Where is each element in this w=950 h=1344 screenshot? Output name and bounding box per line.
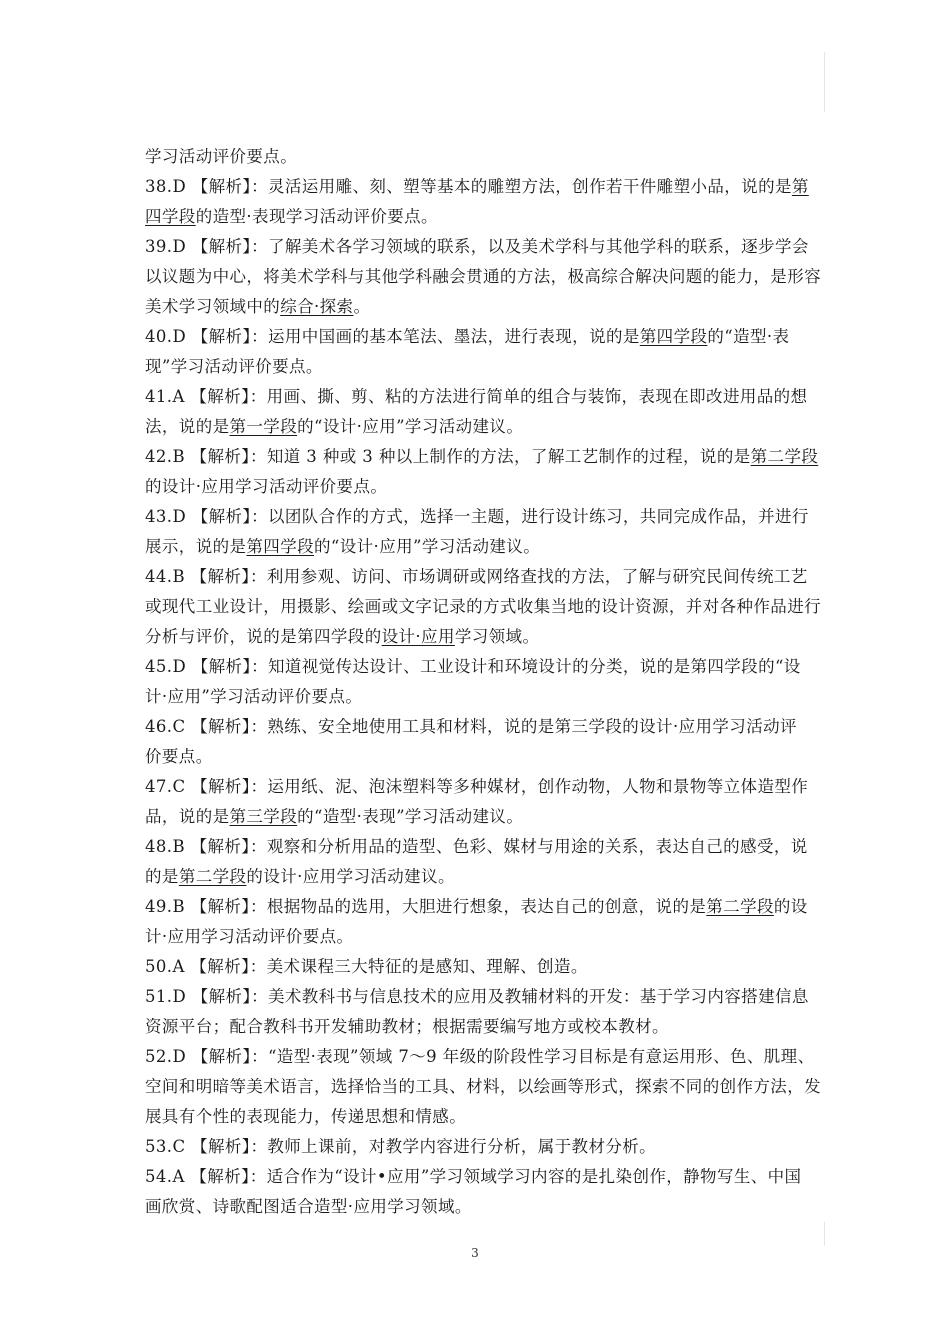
text-segment: 展示，说的是 xyxy=(145,537,247,556)
text-segment: 计·应用”学习活动评价要点。 xyxy=(145,687,363,706)
text-segment: 展具有个性的表现能力，传递思想和情感。 xyxy=(145,1107,467,1126)
text-line xyxy=(145,1192,815,1222)
text-line xyxy=(145,382,815,412)
underlined-term: 四学段 xyxy=(145,207,196,226)
underlined-term: 第四学段 xyxy=(639,327,708,346)
text-line xyxy=(145,262,821,292)
text-segment: 的设计·应用学习活动评价要点。 xyxy=(145,477,388,496)
text-segment: 47.C 【解析】：运用纸、泥、泡沫塑料等多种媒材，创作动物，人物和景物等立体造型作 xyxy=(145,777,809,796)
text-segment: 52.D 【解析】：“造型·表现”领域 7～9 年级的阶段性学习目标是有意运用形、色、肌理、 xyxy=(145,1047,815,1066)
text-line xyxy=(145,442,819,472)
underlined-term: 第一学段 xyxy=(229,417,298,436)
text-line xyxy=(145,982,815,1012)
text-line xyxy=(145,922,815,952)
underlined-term: 综合·探索 xyxy=(280,297,354,316)
text-line xyxy=(145,742,815,772)
margin-rule-bottom xyxy=(824,1222,825,1246)
text-segment: 空间和明暗等美术语言，选择恰当的工具、材料，以绘画等形式，探索不同的创作方法，发 xyxy=(145,1077,821,1096)
text-segment: 法，说的是 xyxy=(145,417,230,436)
text-segment: 43.D 【解析】：以团队合作的方式，选择一主题，进行设计练习，共同完成作品，并进行 xyxy=(145,507,809,526)
text-line xyxy=(145,1012,815,1042)
text-line xyxy=(145,622,815,652)
text-segment: 42.B 【解析】：知道 3 种或 3 种以上制作的方法，了解工艺制作的过程，说的是 xyxy=(145,447,751,466)
text-segment: 的“造型·表现”学习活动建议。 xyxy=(297,807,524,826)
text-segment: 39.D 【解析】：了解美术各学习领域的联系，以及美术学科与其他学科的联系，逐步学会 xyxy=(145,237,809,256)
text-line xyxy=(145,322,815,352)
text-segment: 美术学习领域中的 xyxy=(145,297,281,316)
text-line xyxy=(145,292,815,322)
text-segment: 45.D 【解析】：知道视觉传达设计、工业设计和环境设计的分类，说的是第四学段的“设 xyxy=(145,657,801,676)
text-segment: 54.A 【解析】：适合作为“设计•应用”学习领域学习内容的是扎染创作，静物写生、中国 xyxy=(145,1167,802,1186)
text-segment: 的“设计·应用”学习活动建议。 xyxy=(314,537,541,556)
text-segment: 现”学习活动评价要点。 xyxy=(145,357,323,376)
text-segment: 44.B 【解析】：利用参观、访问、市场调研或网络查找的方法，了解与研究民间传统工艺 xyxy=(145,567,808,586)
underlined-term: 第 xyxy=(791,177,809,196)
text-line xyxy=(145,232,815,262)
underlined-term: 设计·应用 xyxy=(381,627,455,646)
text-segment: 或现代工业设计，用摄影、绘画或文字记录的方式收集当地的设计资源，并对各种作品进行 xyxy=(145,597,821,616)
text-segment: 画欣赏、诗歌配图适合造型·应用学习领域。 xyxy=(145,1197,472,1216)
text-segment: 计·应用学习活动评价要点。 xyxy=(145,927,354,946)
text-segment: 49.B 【解析】：根据物品的选用，大胆进行想象，表达自己的创意，说的是 xyxy=(145,897,707,916)
text-line xyxy=(145,562,815,592)
text-segment: 的是 xyxy=(145,867,179,886)
text-line xyxy=(145,142,815,172)
text-segment: 以议题为中心，将美术学科与其他学科融会贯通的方法，极高综合解决问题的能力，是形容 xyxy=(145,267,821,286)
text-segment: 学习领域。 xyxy=(454,627,540,646)
text-segment: 51.D 【解析】：美术教科书与信息技术的应用及教辅材料的开发：基于学习内容搭建信息 xyxy=(145,987,809,1006)
text-segment: 38.D 【解析】：灵活运用雕、刻、塑等基本的雕塑方法，创作若干件雕塑小品，说的是 xyxy=(145,177,792,196)
text-segment: 40.D 【解析】：运用中国画的基本笔法、墨法，进行表现，说的是 xyxy=(145,327,640,346)
text-line xyxy=(145,202,815,232)
text-segment: 41.A 【解析】：用画、撕、剪、粘的方法进行简单的组合与装饰，表现在即改进用品的想 xyxy=(145,387,808,406)
text-line xyxy=(145,952,815,982)
text-segment: 品，说的是 xyxy=(145,807,230,826)
underlined-term: 第二学段 xyxy=(178,867,247,886)
text-segment: 50.A 【解析】：美术课程三大特征的是感知、理解、创造。 xyxy=(145,957,588,976)
text-line xyxy=(145,172,815,202)
text-line xyxy=(145,862,815,892)
text-line xyxy=(145,892,815,922)
text-line xyxy=(145,832,815,862)
margin-rule-top xyxy=(824,52,825,112)
text-segment: 的“造型·表 xyxy=(707,327,790,346)
text-segment: 的“设计·应用”学习活动建议。 xyxy=(297,417,524,436)
text-segment: 学习活动评价要点。 xyxy=(145,147,298,166)
text-segment: 48.B 【解析】：观察和分析用品的造型、色彩、媒材与用途的关系，表达自己的感受，说 xyxy=(145,837,808,856)
text-segment: 分析与评价，说的是第四学段的 xyxy=(145,627,382,646)
text-line xyxy=(145,352,815,382)
underlined-term: 第四学段 xyxy=(246,537,315,556)
text-line xyxy=(145,772,815,802)
text-line xyxy=(145,592,821,622)
text-segment: 53.C 【解析】：教师上课前，对教学内容进行分析，属于教材分析。 xyxy=(145,1137,657,1156)
text-line xyxy=(145,652,815,682)
text-segment: 。 xyxy=(353,297,371,316)
text-line xyxy=(145,1162,815,1192)
text-segment: 价要点。 xyxy=(145,747,213,766)
text-line xyxy=(145,1072,821,1102)
underlined-term: 第二学段 xyxy=(706,897,774,916)
text-line xyxy=(145,532,815,562)
text-segment: 的设 xyxy=(773,897,808,916)
text-line xyxy=(145,1042,815,1072)
text-segment: 资源平台；配合教科书开发辅助教材；根据需要编写地方或校本教材。 xyxy=(145,1017,669,1036)
text-line xyxy=(145,1102,815,1132)
text-segment: 的设计·应用学习活动建议。 xyxy=(246,867,455,886)
text-line xyxy=(145,1132,815,1162)
answer-explanations xyxy=(145,142,821,1222)
text-line xyxy=(145,502,815,532)
text-line xyxy=(145,802,815,832)
text-segment: 的造型·表现学习活动评价要点。 xyxy=(195,207,438,226)
text-line xyxy=(145,412,815,442)
text-line xyxy=(145,712,815,742)
underlined-term: 第二学段 xyxy=(750,447,819,466)
underlined-term: 第三学段 xyxy=(229,807,298,826)
text-line xyxy=(145,682,815,712)
text-line xyxy=(145,472,815,502)
page-number: 3 xyxy=(471,1246,479,1260)
text-segment: 46.C 【解析】：熟练、安全地使用工具和材料，说的是第三学段的设计·应用学习活动评 xyxy=(145,717,797,736)
